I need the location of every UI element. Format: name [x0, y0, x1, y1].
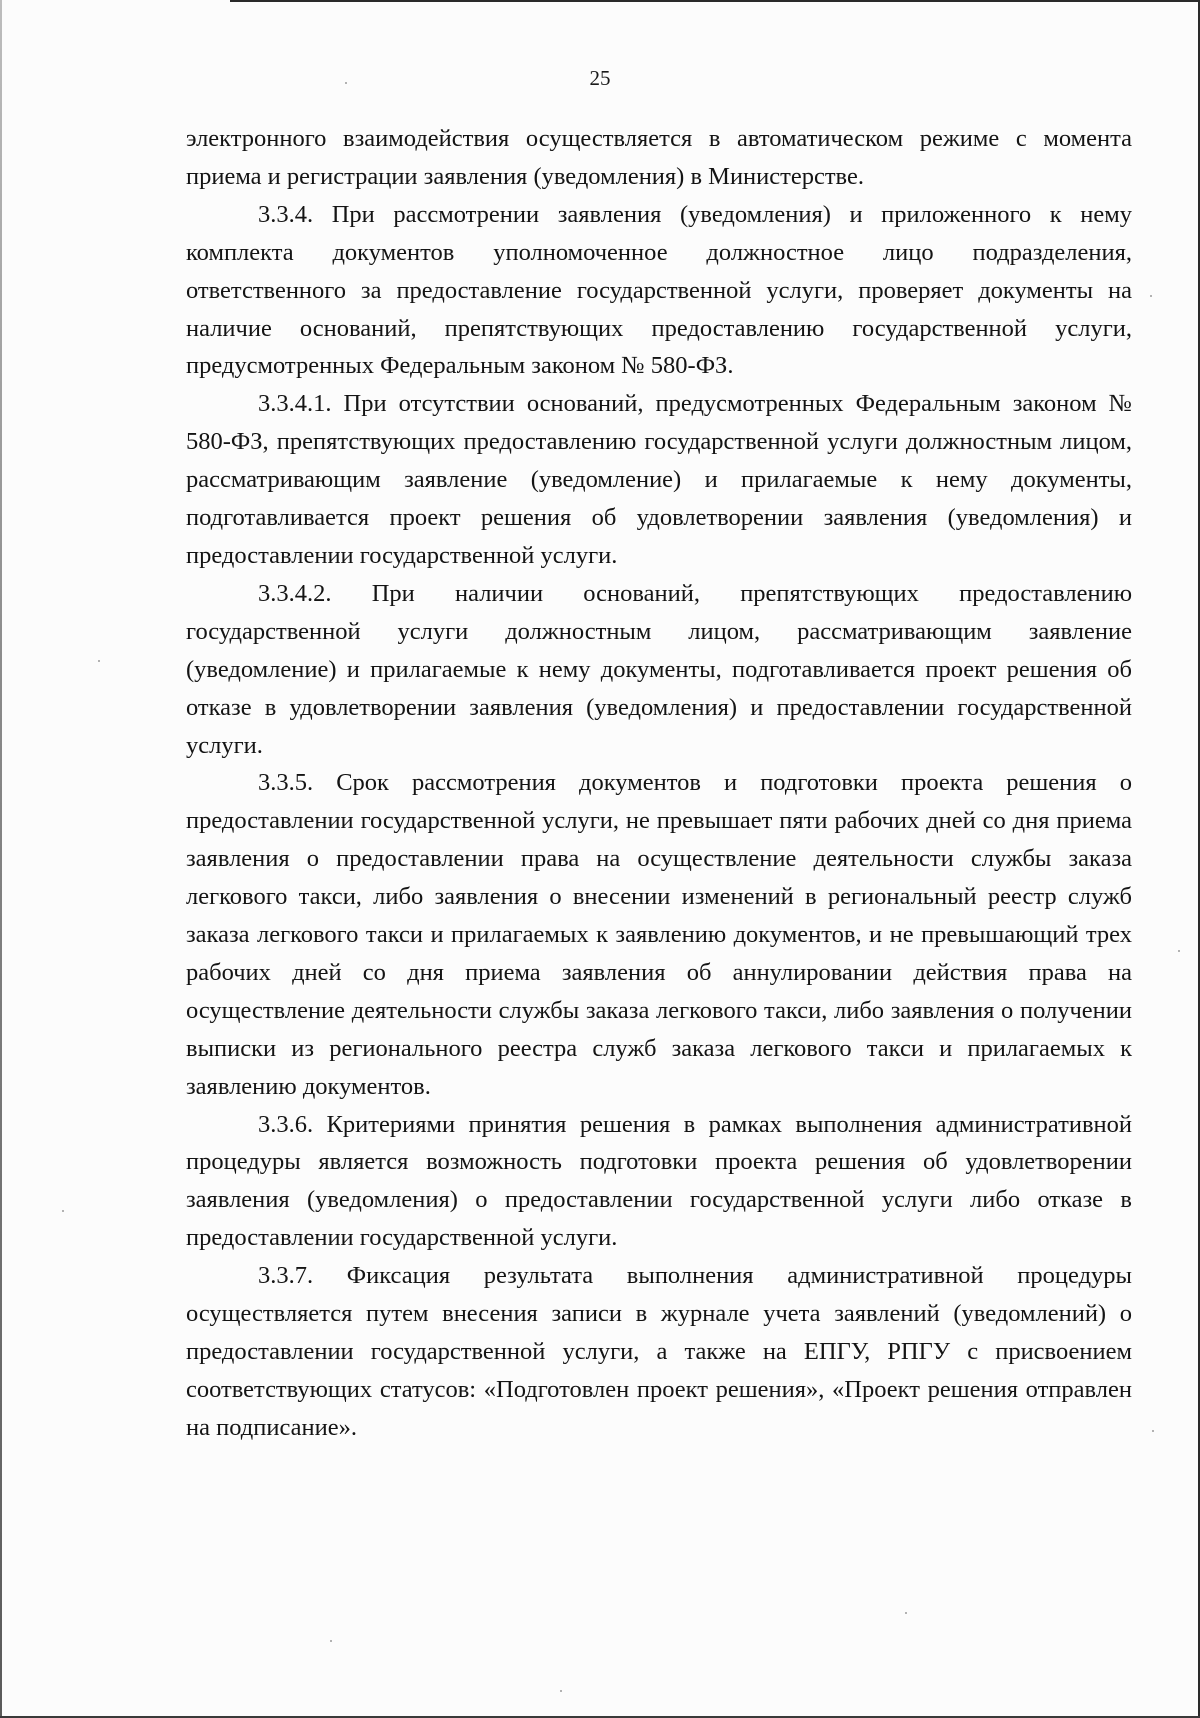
paragraph-3-3-4-2: 3.3.4.2. При наличии оснований, препятствующих предоставлению государственной услуги должностным лицом, рассматривающим заявление (уведомление) и прилагаемые к нему документы, подготавливается проект решения об отказе в удовлетворении заявления (уведомления) и предоставлении государственной услуги.: [186, 579, 1132, 759]
page-number: 25: [589, 66, 611, 90]
paragraph-3-3-6: 3.3.6. Критериями принятия решения в рамках выполнения административной процедуры является возможность подготовки проекта решения об удовлетворении заявления (уведомления) о предоставлении государственной услуги либо отказе в предоставлении государственной услуги.: [186, 1110, 1132, 1252]
scan-speck: [560, 1690, 562, 1692]
scan-speck: [330, 1640, 332, 1642]
scan-speck: [98, 660, 100, 662]
paragraph-3-3-5: 3.3.5. Срок рассмотрения документов и подготовки проекта решения о предоставлении государственной услуги, не превышает пяти рабочих дней со дня приема заявления о предоставлении права на осуществление деятельности службы заказа легкового такси, либо заявления о внесении изменений в региональный реестр служб заказа легкового такси и прилагаемых к заявлению документов, и не превышающий трех рабочих дней со дня приема заявления об аннулировании действия права на осуществление деятельности службы заказа легкового такси, либо заявления о получении выписки из регионального реестра служб заказа легкового такси и прилагаемых к заявлению документов.: [186, 769, 1132, 1100]
scan-speck: [1150, 295, 1152, 297]
scan-speck: [1178, 950, 1180, 952]
document-body: [186, 120, 1132, 1447]
scan-speck: [1152, 1430, 1154, 1432]
paragraph-3-3-4: 3.3.4. При рассмотрении заявления (уведомления) и приложенного к нему комплекта документов уполномоченное должностное лицо подразделения, ответственного за предоставление государственной услуги, проверяет документы на наличие оснований, препятствующих предоставлению государственной услуги, предусмотренных Федеральным законом № 580-ФЗ.: [186, 200, 1132, 380]
paragraph-continuation: электронного взаимодействия осуществляется в автоматическом режиме с момента приема и регистрации заявления (уведомления) в Министерстве.: [186, 125, 1132, 190]
scan-speck: [345, 82, 347, 84]
paragraph-3-3-7: 3.3.7. Фиксация результата выполнения административной процедуры осуществляется путем внесения записи в журнале учета заявлений (уведомлений) о предоставлении государственной услуги, а также на ЕПГУ, РПГУ с присвоением соответствующих статусов: «Подготовлен проект решения», «Проект решения отправлен на подписание».: [186, 1262, 1132, 1441]
scan-edge-top: [230, 0, 1200, 2]
scan-speck: [905, 1612, 907, 1614]
scan-edge-left: [0, 0, 2, 1718]
scan-speck: [62, 1210, 64, 1212]
paragraph-3-3-4-1: 3.3.4.1. При отсутствии оснований, предусмотренных Федеральным законом № 580-ФЗ, препятствующих предоставлению государственной услуги должностным лицом, рассматривающим заявление (уведомление) и прилагаемые к нему документы, подготавливается проект решения об удовлетворении заявления (уведомления) и предоставлении государственной услуги.: [186, 390, 1132, 569]
